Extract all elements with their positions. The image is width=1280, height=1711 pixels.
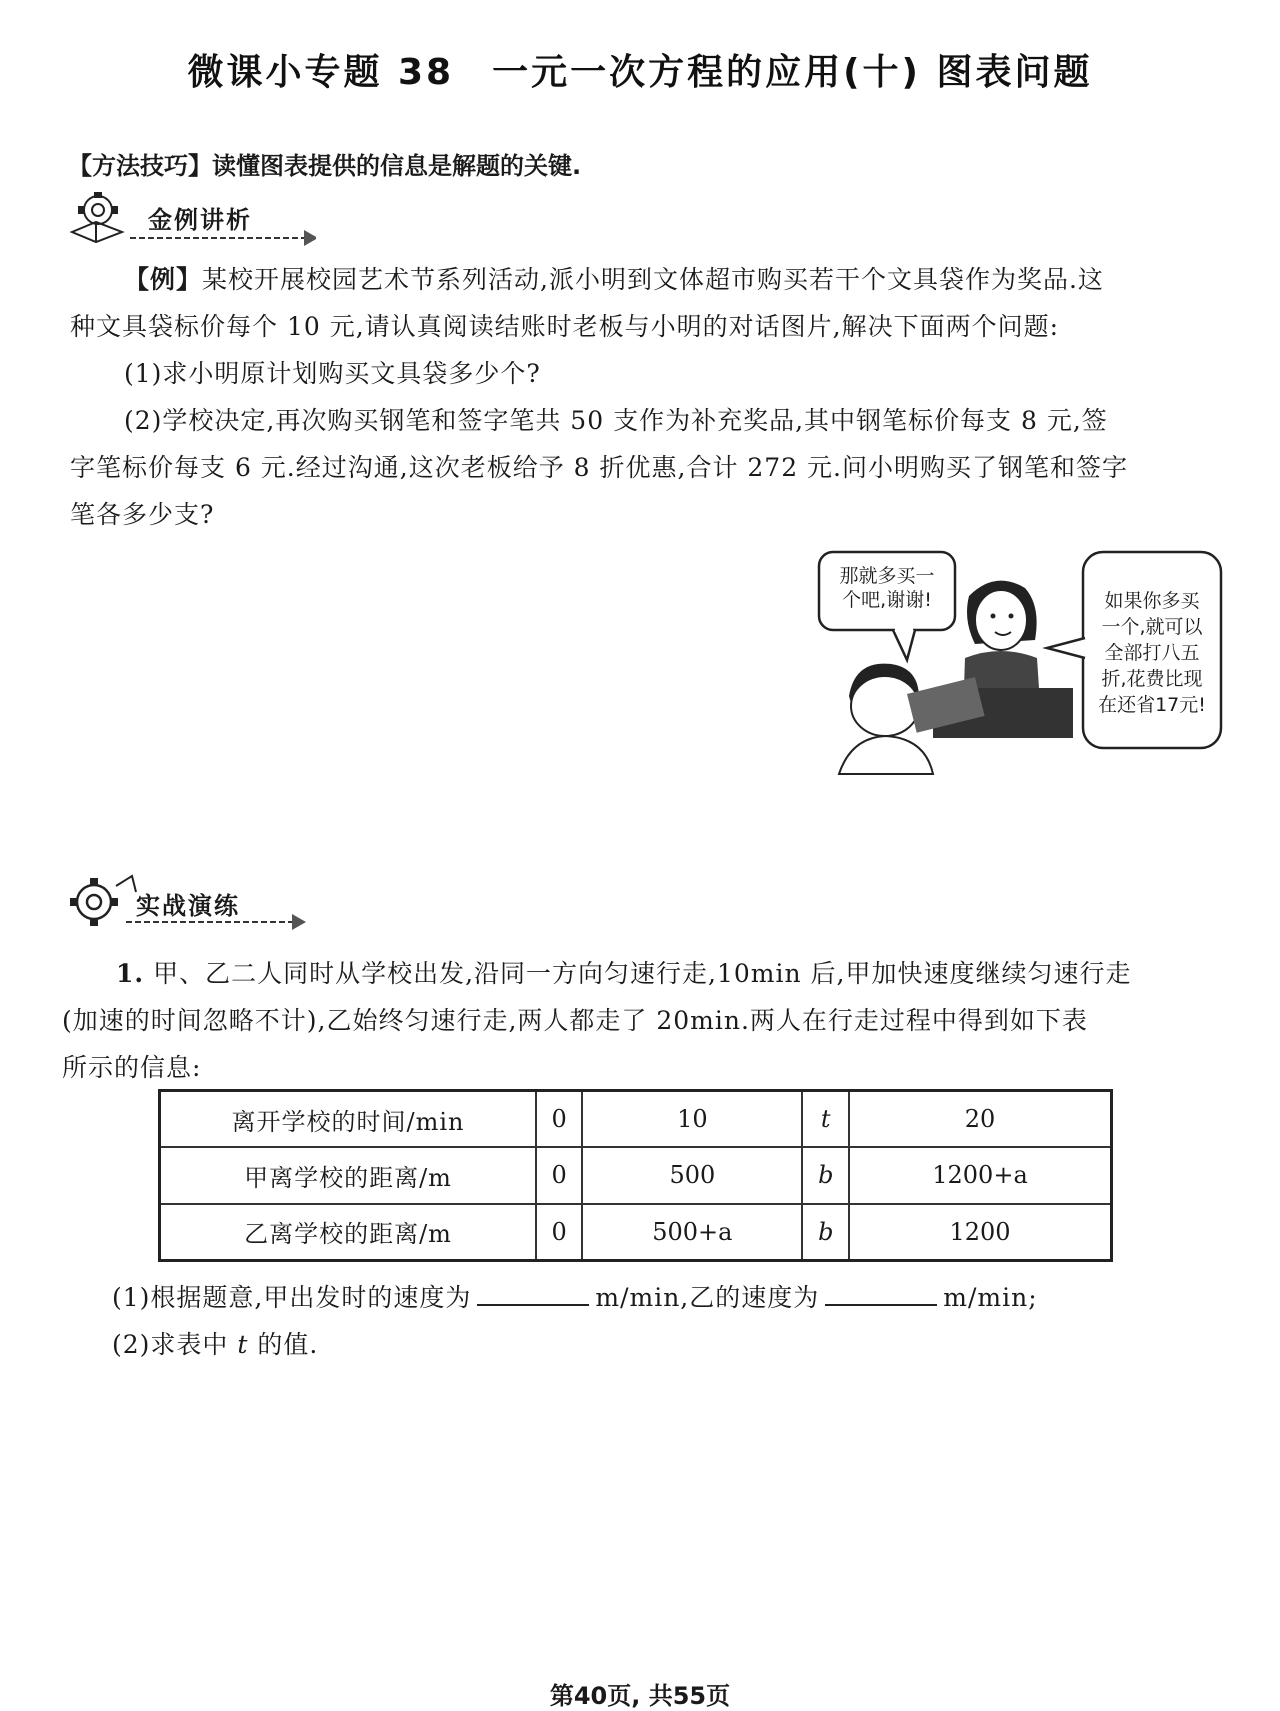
problem-1-question-1: (1)根据题意,甲出发时的速度为 m/min,乙的速度为 m/min;: [112, 1274, 1232, 1321]
method-tip: [68, 146, 581, 181]
right-speech-bubble: 如果你多买 一个,就可以 全部打八五 折,花费比现 在还省17元!: [1098, 590, 1206, 716]
problem-number: 1.: [116, 959, 145, 988]
row-header-yi: 乙离学校的距离/m: [160, 1204, 537, 1261]
example-line-2: 种文具袋标价每个 10 元,请认真阅读结账时老板与小明的对话图片,解决下面两个问题:: [70, 312, 1060, 341]
table-cell: b: [802, 1204, 849, 1261]
problem-1-line-1: 1. 甲、乙二人同时从学校出发,沿同一方向匀速行走,10min 后,甲加快速度继续匀速行走: [116, 959, 1132, 988]
table-row: [160, 1091, 1112, 1148]
problem-1-question-2: (2)求表中 t 的值.: [112, 1330, 319, 1359]
example-question-2-line-2: 字笔标价每支 6 元.经过沟通,这次老板给予 8 折优惠,合计 272 元.问小明购买了钢笔和签字: [70, 453, 1128, 482]
section-header-example: [66, 188, 316, 248]
table-cell: b: [802, 1147, 849, 1203]
problem-1-block: [62, 950, 1232, 1091]
table-cell: 1200+a: [849, 1147, 1111, 1203]
problem-1-line-2: (加速的时间忽略不计),乙始终匀速行走,两人都走了 20min.两人在行走过程中得到如下表: [62, 1006, 1088, 1035]
title-topic-number: 微课小专题 38: [187, 52, 455, 93]
problem-1-line-3: 所示的信息:: [62, 1053, 202, 1082]
left-speech-bubble: 那就多买一 个吧,谢谢!: [839, 565, 935, 611]
answer-blank-yi-speed[interactable]: [825, 1280, 937, 1306]
table-cell: 500+a: [582, 1204, 802, 1261]
dialog-illustration: [815, 548, 1225, 778]
table-row: [160, 1204, 1112, 1261]
example-question-2-line-1: (2)学校决定,再次购买钢笔和签字笔共 50 支作为补充奖品,其中钢笔标价每支 8 元,签: [124, 406, 1108, 435]
title-topic-name: 一元一次方程的应用(十) 图表问题: [492, 52, 1093, 93]
problem-1-questions: [112, 1274, 1232, 1368]
table-row: [160, 1147, 1112, 1203]
page-title: [0, 44, 1280, 95]
table-cell: 10: [582, 1091, 802, 1148]
method-tag: 【方法技巧】: [68, 152, 212, 180]
example-question-2-line-3: 笔各多少支?: [70, 500, 215, 529]
table-cell: t: [802, 1091, 849, 1148]
row-header-jia: 甲离学校的距离/m: [160, 1147, 537, 1203]
example-line-1: 【例】某校开展校园艺术节系列活动,派小明到文体超市购买若干个文具袋作为奖品.这: [124, 265, 1104, 294]
table-cell: 0: [536, 1147, 582, 1203]
table-cell: 1200: [849, 1204, 1111, 1261]
example-tag: 【例】: [124, 265, 203, 294]
answer-blank-jia-speed[interactable]: [477, 1280, 589, 1306]
example-block: [70, 256, 1230, 538]
row-header-time: 离开学校的时间/min: [160, 1091, 537, 1148]
table-cell: 0: [536, 1091, 582, 1148]
table-cell: 20: [849, 1091, 1111, 1148]
table-cell: 0: [536, 1204, 582, 1261]
table-cell: 500: [582, 1147, 802, 1203]
section-title-example: 金例讲析: [148, 206, 252, 234]
section-title-practice: 实战演练: [136, 892, 240, 920]
distance-table: [158, 1089, 1113, 1262]
page-footer: 第40页, 共55页: [549, 1682, 731, 1710]
section-header-practice: [60, 872, 310, 932]
example-question-1: (1)求小明原计划购买文具袋多少个?: [124, 359, 541, 388]
method-text: 读懂图表提供的信息是解题的关键.: [212, 152, 582, 180]
